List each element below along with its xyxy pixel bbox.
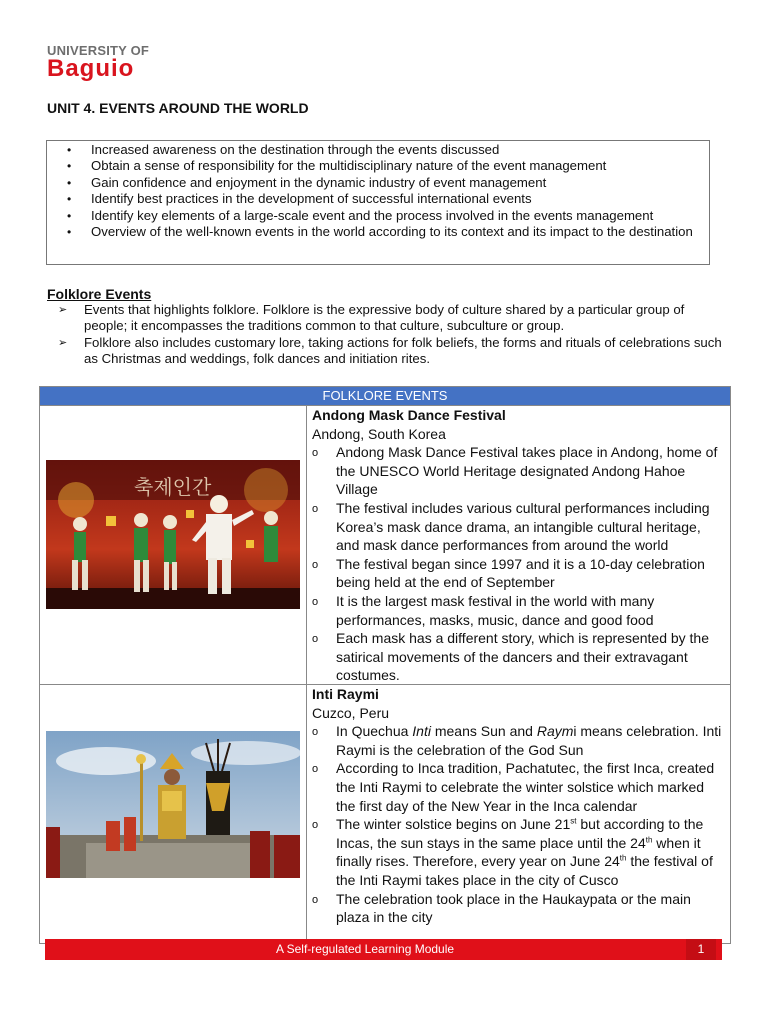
event-point: o It is the largest mask festival in the world with many performances, masks, music, dance and good food: [312, 592, 726, 629]
unit-title: UNIT 4. EVENTS AROUND THE WORLD: [47, 100, 309, 116]
objective-item: • Identify key elements of a large-scale event and the process involved in the events management: [67, 208, 697, 224]
definition-text: Folklore also includes customary lore, taking actions for folk beliefs, the forms and rituals of celebrations such as Christmas and weddings, folk dances and initiation rites.: [84, 334, 722, 367]
objectives-list: [67, 142, 697, 240]
point-text-italic: Raym: [536, 723, 574, 740]
event-points: [312, 443, 726, 685]
event-name: Inti Raymi: [312, 686, 379, 702]
objective-item: • Gain confidence and enjoyment in the dynamic industry of event management: [67, 175, 697, 191]
event-location: Andong, South Korea: [312, 425, 446, 442]
objective-item: • Obtain a sense of responsibility for the multidisciplinary nature of the event management: [67, 158, 697, 174]
andong-festival-details: [312, 406, 726, 685]
event-point: o The festival began since 1997 and it is a 10-day celebration being held at the end of September: [312, 555, 726, 592]
definition-text: Events that highlights folklore. Folklore is the expressive body of culture shared by a particular group of people; it encompasses the traditions common to that culture, subculture or group.: [84, 302, 685, 334]
point-text: means Sun and: [430, 723, 537, 740]
definition-item: [58, 335, 724, 368]
column-divider: [306, 405, 307, 943]
ordinal-suffix: st: [570, 816, 577, 826]
page-number: 1: [686, 939, 716, 960]
folklore-events-table: [39, 386, 731, 944]
event-points: [312, 722, 726, 927]
objective-item: • Overview of the well-known events in the world according to its context and its impact to the destination: [67, 224, 697, 240]
arrow-bullet-icon: ➢: [58, 336, 68, 349]
page-footer: [45, 939, 722, 960]
event-point: [312, 815, 726, 889]
ordinal-suffix: th: [645, 835, 653, 845]
event-point: o According to Inca tradition, Pachatutec, the first Inca, created the Inti Raymi to celebrate the winter solstice which marked the first day of the New Year in the Inca calendar: [312, 759, 726, 815]
objective-item: • Identify best practices in the development of successful international events: [67, 191, 697, 207]
inti-raymi-photo: [46, 731, 300, 878]
arrow-bullet-icon: ➢: [58, 304, 68, 316]
point-text: when it finally rises. Therefore, every year on June 24: [336, 834, 701, 870]
point-text-italic: Inti: [412, 723, 431, 740]
inti-raymi-details: [312, 685, 726, 927]
footer-text: A Self-regulated Learning Module: [275, 942, 455, 956]
point-text: the festival of the Inti Raymi takes place in the city of Cusco: [336, 853, 713, 888]
ordinal-suffix: th: [619, 853, 627, 863]
point-text: The winter solstice begins on June 21: [336, 816, 571, 833]
definition-item: [58, 302, 724, 335]
university-logo: [47, 44, 159, 80]
section-title: Folklore Events: [47, 286, 152, 302]
folklore-definition-list: [58, 302, 724, 368]
logo-line-1: UNIVERSITY OF: [47, 43, 150, 58]
logo-line-2: Baguio: [47, 55, 135, 82]
event-name: Andong Mask Dance Festival: [312, 407, 506, 423]
event-point: [312, 722, 726, 759]
point-text: In Quechua: [336, 723, 413, 740]
event-point: o Each mask has a different story, which is represented by the satirical movements of the dancers and their extravagant costumes.: [312, 629, 726, 685]
point-text: i means celebration. Inti Raymi is the celebration of the God Sun: [336, 723, 722, 758]
andong-festival-photo: [46, 460, 300, 609]
event-location: Cuzco, Peru: [312, 704, 390, 721]
objectives-box: [46, 140, 710, 265]
photo-calligraphy: 축제인간: [134, 475, 212, 499]
point-text: but according to the Incas, the sun stays in the same place until the 24: [336, 816, 704, 851]
table-header: FOLKLORE EVENTS: [40, 387, 730, 406]
event-point: o The celebration took place in the Haukaypata or the main plaza in the city: [312, 890, 726, 927]
event-point: o The festival includes various cultural performances including Korea’s mask dance drama, an intangible cultural heritage, and mask dance performances from around the world: [312, 499, 726, 555]
objective-item: • Increased awareness on the destination through the events discussed: [67, 142, 697, 158]
event-point: o Andong Mask Dance Festival takes place in Andong, home of the UNESCO World Heritage designated Andong Hahoe Village: [312, 443, 726, 499]
